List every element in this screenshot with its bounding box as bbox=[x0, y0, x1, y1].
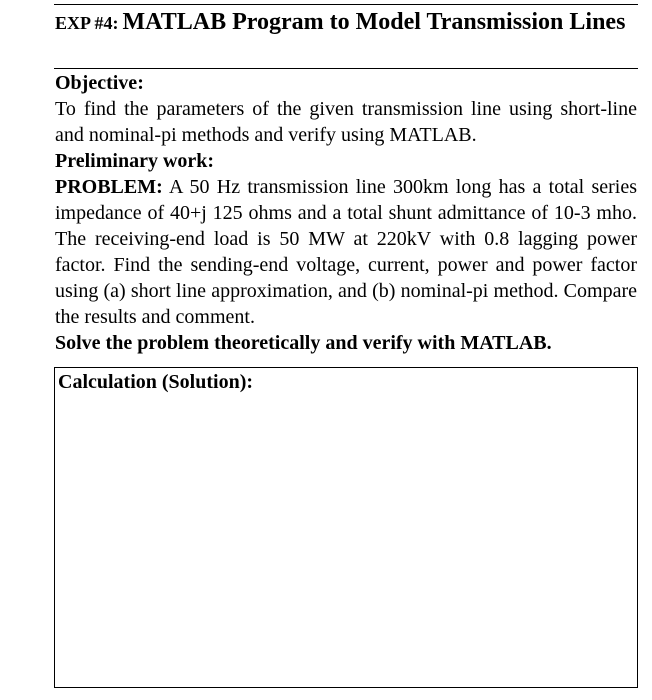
instruction-text: Solve the problem theoretically and verify with MATLAB. bbox=[55, 332, 552, 354]
calculation-box[interactable] bbox=[54, 367, 638, 688]
calculation-label: Calculation (Solution): bbox=[58, 371, 254, 393]
experiment-number: EXP #4: bbox=[55, 13, 119, 33]
top-rule bbox=[54, 4, 638, 5]
title-underline bbox=[54, 68, 638, 69]
problem-text: A 50 Hz transmission line 300km long has a total series impedance of 40+j 125 ohms and a total shunt admittance of 10-3 mho. The receiving-end load is 50 MW at 220kV with 0.8 lagging power factor. Find the sending-end voltage, current, power and power factor using (a) short line approximation, and (b) nominal-pi method. Compare the results and comment. bbox=[55, 176, 637, 328]
experiment-title bbox=[55, 7, 637, 40]
problem-paragraph bbox=[55, 174, 637, 330]
experiment-title-text: MATLAB Program to Model Transmission Lines bbox=[122, 9, 626, 35]
objective-text: To find the parameters of the given transmission line using short-line and nominal-pi methods and verify using MATLAB. bbox=[55, 98, 637, 146]
preliminary-heading: Preliminary work: bbox=[55, 150, 215, 172]
objective-heading: Objective: bbox=[55, 72, 144, 94]
document-body bbox=[55, 70, 637, 356]
problem-label: PROBLEM: bbox=[55, 176, 163, 198]
